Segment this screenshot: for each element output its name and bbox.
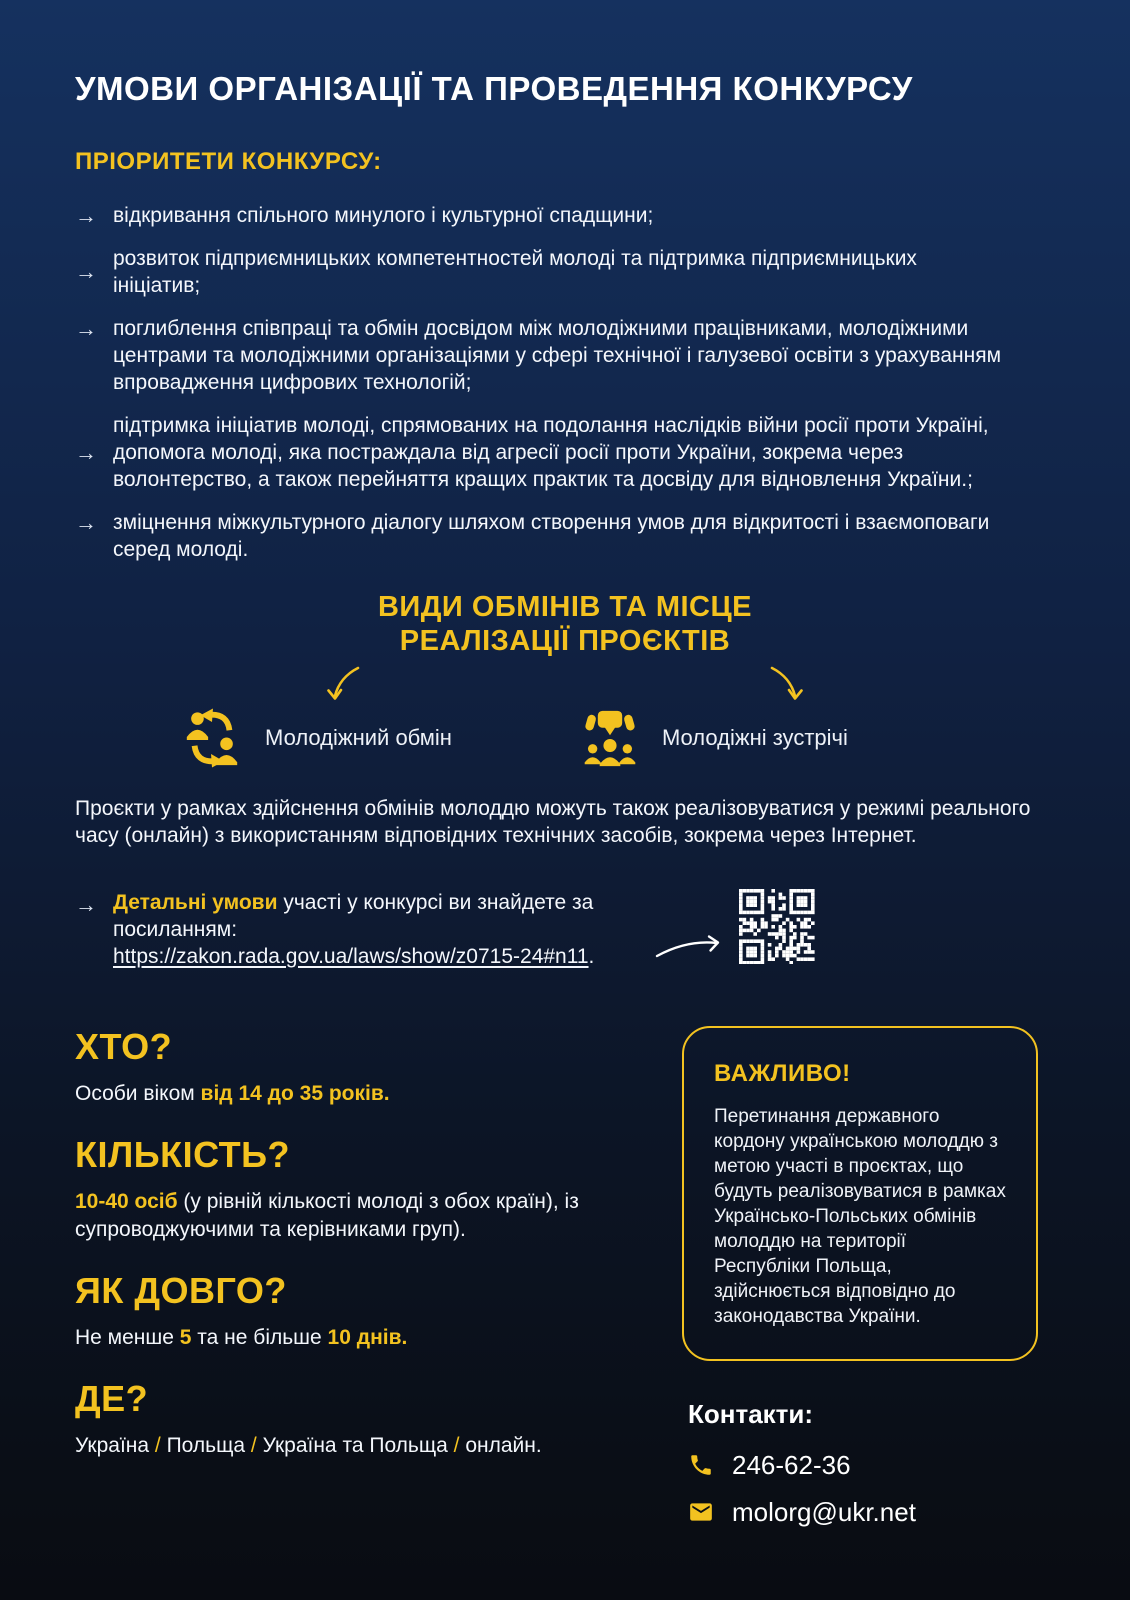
- heading-line: ВИДИ ОБМІНІВ ТА МІСЦЕ: [377, 590, 753, 623]
- list-item: [75, 245, 1055, 299]
- faq-answer-where: [75, 1432, 635, 1460]
- faq-heading-duration: ЯК ДОВГО?: [75, 1269, 287, 1311]
- important-heading: ВАЖЛИВО!: [714, 1059, 851, 1087]
- heading-line: РЕАЛІЗАЦІЇ ПРОЄКТІВ: [399, 624, 731, 657]
- details-suffix: .: [588, 944, 595, 968]
- important-box: [682, 1026, 1038, 1361]
- faq-column: [75, 1026, 650, 1544]
- separator-slash: /: [245, 1433, 263, 1457]
- answer-plain: та не більше: [191, 1325, 328, 1349]
- faq-answer-who: [75, 1080, 635, 1108]
- list-item: [75, 509, 1055, 563]
- answer-accent: від 14 до 35 років.: [200, 1081, 390, 1105]
- email-row: [688, 1497, 1055, 1528]
- youth-exchange-icon: [181, 707, 243, 769]
- priority-text: підтримка ініціатив молоді, спрямованих на подолання наслідків війни росії проти Україні, допомога молоді, яка постраждала від агресії росії проти України, зокрема через волонтерство, а також перейняття кращих практик та досвіду для відновлення України.;: [113, 413, 989, 491]
- separator-slash: /: [447, 1433, 466, 1457]
- arrow-bullet-icon: →: [75, 259, 97, 285]
- priorities-heading: ПРІОРИТЕТИ КОНКУРСУ:: [75, 147, 382, 175]
- arrow-bullet-icon: →: [75, 509, 97, 535]
- answer-plain: онлайн.: [465, 1433, 542, 1457]
- exchange-types-row: [75, 707, 1055, 769]
- phone-icon: [688, 1452, 714, 1478]
- answer-plain: Польща: [166, 1433, 246, 1457]
- exchange-type-youth-meetings: [580, 707, 848, 769]
- page-title: УМОВИ ОРГАНІЗАЦІЇ ТА ПРОВЕДЕННЯ КОНКУРСУ: [75, 70, 913, 107]
- details-section: [75, 889, 1055, 970]
- faq-heading-who: ХТО?: [75, 1025, 173, 1067]
- details-rest: участі у конкурсі ви знайдете за посиланням:: [113, 890, 594, 941]
- important-text: Перетинання державного кордону українською молоддю з метою участі в проєктах, що будуть реалізовуватися в рамках Українсько-Польських обмінів молоддю на території Республіки Польща, здійснюється відповідно до законодавства України.: [714, 1105, 1006, 1327]
- exchange-type-label: Молодіжні зустрічі: [661, 724, 848, 750]
- phone-row: [688, 1450, 1055, 1481]
- separator-slash: /: [149, 1433, 167, 1457]
- arrow-bullet-icon: →: [75, 315, 97, 341]
- list-item: [75, 412, 1055, 493]
- answer-plain: Не менше: [75, 1325, 180, 1349]
- list-item: [75, 315, 1055, 396]
- youth-meetings-icon: [580, 707, 640, 769]
- priority-text: поглиблення співпраці та обмін досвідом між молодіжними працівниками, молодіжними центрами та молодіжними організаціями у сфері технічної і галузевої освіти з урахуванням впровадження цифрових технологій;: [113, 316, 1002, 394]
- answer-plain: Особи віком: [75, 1081, 201, 1105]
- curved-right-arrow-icon: [655, 933, 725, 959]
- exchange-types-heading: [75, 591, 1055, 659]
- answer-plain: Україна: [75, 1433, 150, 1457]
- bottom-columns: [75, 1026, 1055, 1544]
- online-note-text: Проєкти у рамках здійснення обмінів молоддю можуть також реалізовуватися у режимі реального часу (онлайн) з використанням відповідних технічних засобів, зокрема через Інтернет.: [75, 796, 1031, 847]
- answer-accent: 10-40 осіб: [75, 1189, 178, 1213]
- priority-text: зміцнення міжкультурного діалогу шляхом створення умов для відкритості і взаємоповаги серед молоді.: [113, 510, 990, 561]
- details-text: [113, 889, 613, 970]
- arrow-bullet-icon: →: [75, 439, 97, 465]
- faq-answer-duration: [75, 1324, 635, 1352]
- arrow-bullet-icon: →: [75, 202, 97, 228]
- answer-accent: 10 днів.: [327, 1325, 408, 1349]
- email-address: molorg@ukr.net: [732, 1496, 916, 1527]
- faq-answer-quantity: [75, 1188, 635, 1244]
- exchange-type-youth-exchange: [181, 707, 452, 769]
- exchange-types-section: [75, 591, 1055, 769]
- curved-down-left-arrow-icon: [323, 665, 363, 703]
- details-highlight: Детальні умови: [113, 890, 278, 914]
- priorities-list: [75, 202, 1055, 563]
- phone-number: 246-62-36: [732, 1449, 851, 1480]
- priority-text: відкривання спільного минулого і культурної спадщини;: [113, 203, 654, 227]
- pointer-arrows: [75, 663, 1055, 703]
- curved-down-right-arrow-icon: [767, 665, 807, 703]
- answer-accent: 5: [179, 1325, 192, 1349]
- list-item: [75, 202, 1055, 229]
- qr-code: [739, 889, 815, 970]
- faq-heading-quantity: КІЛЬКІСТЬ?: [75, 1133, 291, 1175]
- conditions-link[interactable]: https://zakon.rada.gov.ua/laws/show/z0715-24#n11: [113, 944, 589, 968]
- priority-text: розвиток підприємницьких компетентностей молоді та підтримка підприємницьких ініціатив;: [113, 246, 917, 297]
- info-column: [682, 1026, 1055, 1544]
- exchange-type-label: Молодіжний обмін: [265, 724, 452, 750]
- faq-heading-where: ДЕ?: [75, 1377, 149, 1419]
- contacts-heading: Контакти:: [688, 1398, 814, 1429]
- answer-plain: (у рівній кількості молоді з обох країн), із супроводжуючими та керівниками груп).: [75, 1189, 579, 1241]
- answer-plain: Україна та Польща: [262, 1433, 448, 1457]
- arrow-bullet-icon: →: [75, 891, 97, 917]
- contacts-section: [682, 1399, 1055, 1528]
- email-icon: [688, 1499, 714, 1525]
